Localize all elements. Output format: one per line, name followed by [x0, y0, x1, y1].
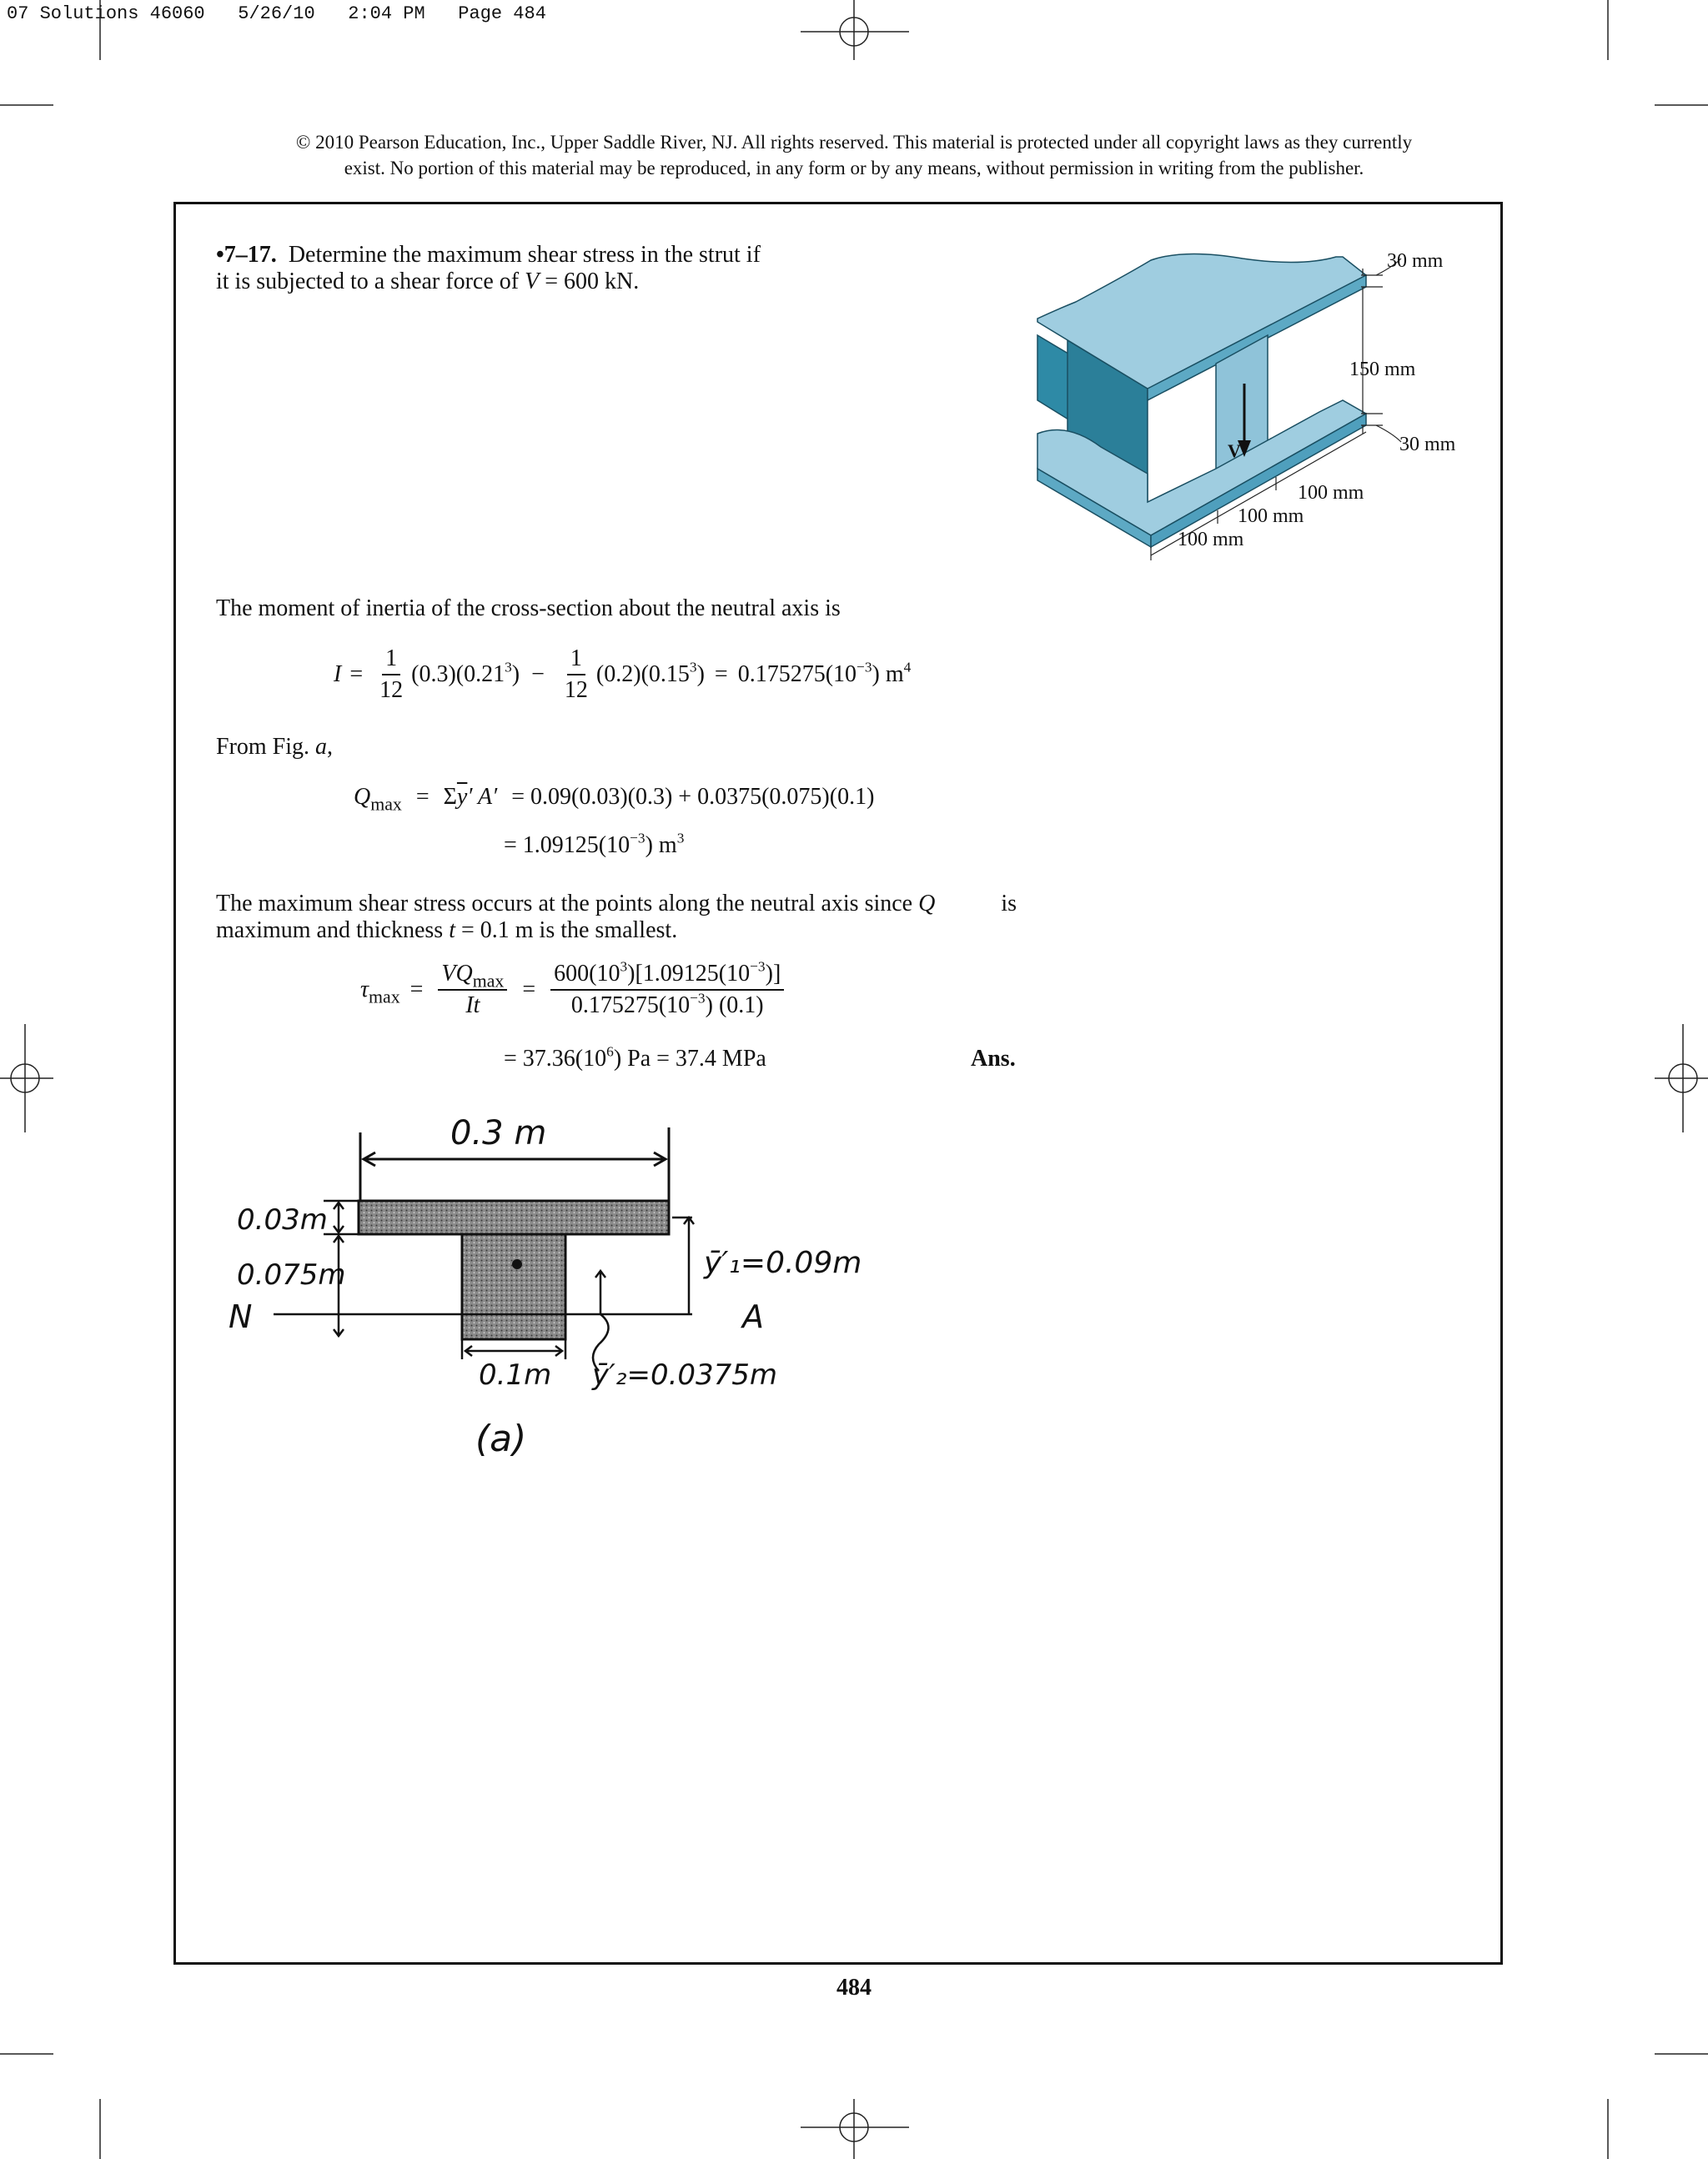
para-b: is [1001, 891, 1017, 916]
eq1-t2: (0.2)(0.15 [595, 661, 690, 687]
eq1-t1: (0.3)(0.21 [411, 661, 505, 687]
eq1-lhs: I [334, 661, 342, 687]
eq1-minus: − [531, 661, 545, 687]
eq3-tau: τ [360, 977, 369, 1002]
para2-a: maximum and thickness [216, 917, 450, 943]
eq3-f2-den: 0.175275(10 [570, 992, 691, 1018]
eq1-result [738, 661, 912, 688]
equation-tau-result [504, 1043, 766, 1072]
copyright-line-2: exist. No portion of this material may be reproduced, in any form or by any means, without permission in writing from the publisher. [344, 158, 1364, 178]
sketch-width-label: 0.3 m [450, 1114, 547, 1152]
eq1-f1-num: 1 [382, 645, 400, 675]
para2-b: = 0.1 m is the smallest. [455, 917, 678, 943]
eq2-rhs: = 0.09(0.03)(0.3) + 0.0375(0.075)(0.1) [511, 784, 875, 810]
page-number: 484 [836, 1975, 872, 2001]
eq1-t1-sup: 3 [505, 659, 512, 675]
eq3-equals-2: = [522, 977, 536, 1002]
eq2-sigma: Σ [443, 784, 457, 810]
explanation-line-1 [216, 891, 1017, 917]
problem-statement-line-2 [216, 269, 639, 295]
eq2-line2-end: ) m [645, 832, 677, 858]
equation-q-max-result [504, 832, 684, 859]
dim-bottom-label: 30 mm [1399, 434, 1456, 455]
eq1-fraction-1 [376, 645, 406, 704]
eq1-t2-end: ) [696, 661, 705, 687]
force-v-label: V [1228, 440, 1241, 461]
problem-statement-line-1 [216, 242, 761, 269]
eq1-f1-den: 12 [379, 677, 404, 703]
from-fig-ref: a [315, 734, 328, 760]
eq1-res: 0.175275(10 [737, 661, 857, 687]
strut-figure [1026, 242, 1493, 567]
sketch-n-label: N [229, 1298, 253, 1335]
from-fig-a-text [216, 734, 333, 761]
eq3-f2-den-end: ) (0.1) [705, 992, 764, 1018]
problem-number: •7–17. [216, 242, 277, 268]
eq1-equals-2: = [714, 661, 728, 687]
eq1-term-2 [596, 661, 705, 688]
eq3-f1-den: It [465, 992, 480, 1018]
eq1-res-unit-sup: 4 [903, 659, 912, 675]
copyright-line-1: © 2010 Pearson Education, Inc., Upper Saddle River, NJ. All rights reserved. This material is protected under all copyright laws as they currently [295, 132, 1413, 153]
eq3-equals: = [409, 977, 424, 1002]
eq1-equals: = [349, 661, 364, 687]
sketch-caption: (a) [475, 1418, 527, 1460]
explanation-line-1-text [216, 891, 935, 917]
cross-section-sketch [225, 1109, 892, 1468]
sketch-y2-label: ȳ′₂=0.0375m [592, 1358, 778, 1392]
eq3-f2-num: 600(10 [554, 961, 620, 987]
eq1-term-1 [411, 661, 520, 688]
eq3-fraction-2 [550, 958, 784, 1019]
eq3-res-sup: 6 [606, 1043, 614, 1060]
eq3-f2-num-sup2: −3 [750, 958, 766, 975]
eq2-q: Q [354, 784, 371, 810]
eq3-f1-num: VQ [441, 961, 473, 987]
problem-text-1: Determine the maximum shear stress in the strut if [288, 242, 761, 268]
dim-w3-label: 100 mm [1178, 529, 1244, 550]
sketch-y1-label: ȳ′₁=0.09m [704, 1246, 862, 1280]
eq3-f2-den-sup: −3 [690, 990, 706, 1007]
web-area [462, 1234, 565, 1339]
eq2-line2-unit-sup: 3 [676, 830, 685, 846]
eq3-res-end: ) Pa = 37.4 MPa [613, 1046, 766, 1072]
eq1-t1-end: ) [511, 661, 520, 687]
sketch-web-width-label: 0.1m [479, 1358, 552, 1392]
eq2-equals: = [415, 784, 430, 810]
para-a: The maximum shear stress occurs at the points along the neutral axis since [216, 891, 919, 916]
flange-area [359, 1201, 669, 1234]
eq1-res-end: ) m [872, 661, 904, 687]
sketch-a-label: A [742, 1298, 764, 1335]
equation-q-max [354, 784, 875, 815]
eq2-prime-a: ′ A′ [467, 784, 498, 810]
eq3-res: = 37.36(10 [504, 1046, 607, 1072]
para-q: Q [918, 891, 936, 916]
eq2-q-sub: max [370, 794, 402, 815]
eq3-tau-sub: max [369, 987, 400, 1007]
dim-w2-label: 100 mm [1238, 505, 1304, 527]
sketch-flange-label: 0.03m [237, 1203, 328, 1237]
sketch-web-label: 0.075m [237, 1258, 346, 1292]
from-fig-comma: , [327, 734, 334, 760]
para2-t: t [449, 917, 455, 943]
problem-text-2a: it is subjected to a shear force of [216, 269, 525, 294]
problem-var-v: V [525, 269, 540, 294]
eq1-fraction-2 [561, 645, 591, 704]
eq2-line2-sup: −3 [630, 830, 646, 846]
dim-web-label: 150 mm [1349, 359, 1416, 380]
dim-top-label: 30 mm [1387, 250, 1444, 272]
eq2-line2: = 1.09125(10 [504, 832, 630, 858]
equation-moment-of-inertia [334, 645, 911, 704]
eq3-fraction-1 [438, 961, 507, 1019]
eq1-f2-den: 12 [564, 677, 588, 703]
print-slug: 07 Solutions 46060 5/26/10 2:04 PM Page 484 [7, 3, 546, 24]
dim-w1-label: 100 mm [1298, 482, 1364, 504]
problem-text-2b: = 600 kN. [539, 269, 640, 294]
eq1-f2-num: 1 [567, 645, 585, 675]
equation-tau-max [360, 958, 789, 1019]
answer-label: Ans. [971, 1046, 1016, 1072]
eq3-f2-num-sup: 3 [620, 958, 628, 975]
eq3-f1-num-sub: max [472, 971, 505, 992]
eq1-t2-sup: 3 [689, 659, 697, 675]
eq3-f2-num-mid: )[1.09125(10 [627, 961, 751, 987]
explanation-line-2 [216, 917, 677, 944]
from-fig-text: From Fig. [216, 734, 316, 760]
eq2-ybar: $\overline{y}$ [456, 784, 468, 810]
intro-text: The moment of inertia of the cross-section about the neutral axis is [216, 595, 841, 621]
eq3-f2-num-end: )] [765, 961, 781, 987]
eq1-res-sup: −3 [857, 659, 872, 675]
